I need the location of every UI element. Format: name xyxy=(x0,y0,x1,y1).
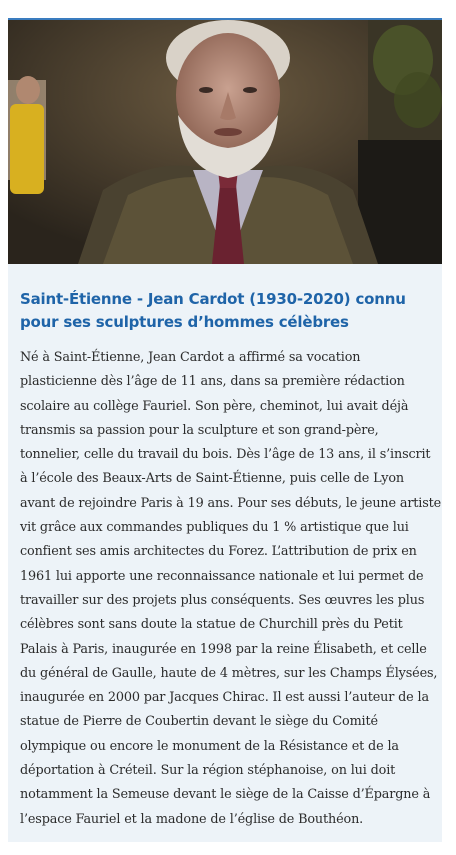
body-line: olympique ou encore le monument de la Résistance et de la xyxy=(20,738,399,754)
body-line: inaugurée en 2000 par Jacques Chirac. Il est aussi l’auteur de la xyxy=(20,690,429,706)
body-line: avant de rejoindre Paris à 19 ans. Pour ses débuts, le jeune artiste xyxy=(20,495,442,511)
body-line: transmis sa passion pour la sculpture et son grand-père, xyxy=(20,422,379,438)
title-line: Saint-Étienne - Jean Cardot (1930-2020) connu xyxy=(20,290,406,308)
article-body xyxy=(20,346,442,832)
body-line: déportation à Créteil. Sur la région stéphanoise, on lui doit xyxy=(20,763,396,779)
title-line: pour ses sculptures d’hommes célèbres xyxy=(20,313,349,331)
body-line: notamment la Semeuse devant le siège de la Caisse d’Épargne à xyxy=(20,787,431,803)
body-line: plasticienne dès l’âge de 11 ans, dans sa première rédaction xyxy=(20,374,405,390)
body-line: travailler sur des projets plus conséquents. Ses œuvres les plus xyxy=(20,592,425,608)
body-line: confient ses amis architectes du Forez. L’attribution de prix en xyxy=(20,544,417,560)
body-line: Né à Saint-Étienne, Jean Cardot a affirmé sa vocation xyxy=(20,350,361,365)
article-title xyxy=(20,288,430,334)
body-line: tonnelier, celle du travail du bois. Dès l’âge de 13 ans, il s’inscrit xyxy=(20,447,431,463)
body-line: célèbres sont sans doute la statue de Churchill près du Petit xyxy=(20,617,403,633)
body-line: scolaire au collège Fauriel. Son père, cheminot, lui avait déjà xyxy=(20,398,409,414)
body-line: du général de Gaulle, haute de 4 mètres, sur les Champs Élysées, xyxy=(20,665,438,681)
body-line: à l’école des Beaux-Arts de Saint-Étienne, puis celle de Lyon xyxy=(20,471,404,487)
body-line: statue de Pierre de Coubertin devant le siège du Comité xyxy=(20,714,378,730)
body-line: 1961 lui apporte une reconnaissance nationale et lui permet de xyxy=(20,568,424,584)
body-line: Palais à Paris, inaugurée en 1998 par la reine Élisabeth, et celle xyxy=(20,641,427,657)
article-card xyxy=(8,18,442,842)
portrait-photo xyxy=(8,20,442,264)
body-line: vit grâce aux commandes publiques du 1 % artistique que lui xyxy=(20,520,409,536)
body-line: l’espace Fauriel et la madone de l’église de Bouthéon. xyxy=(20,811,364,827)
